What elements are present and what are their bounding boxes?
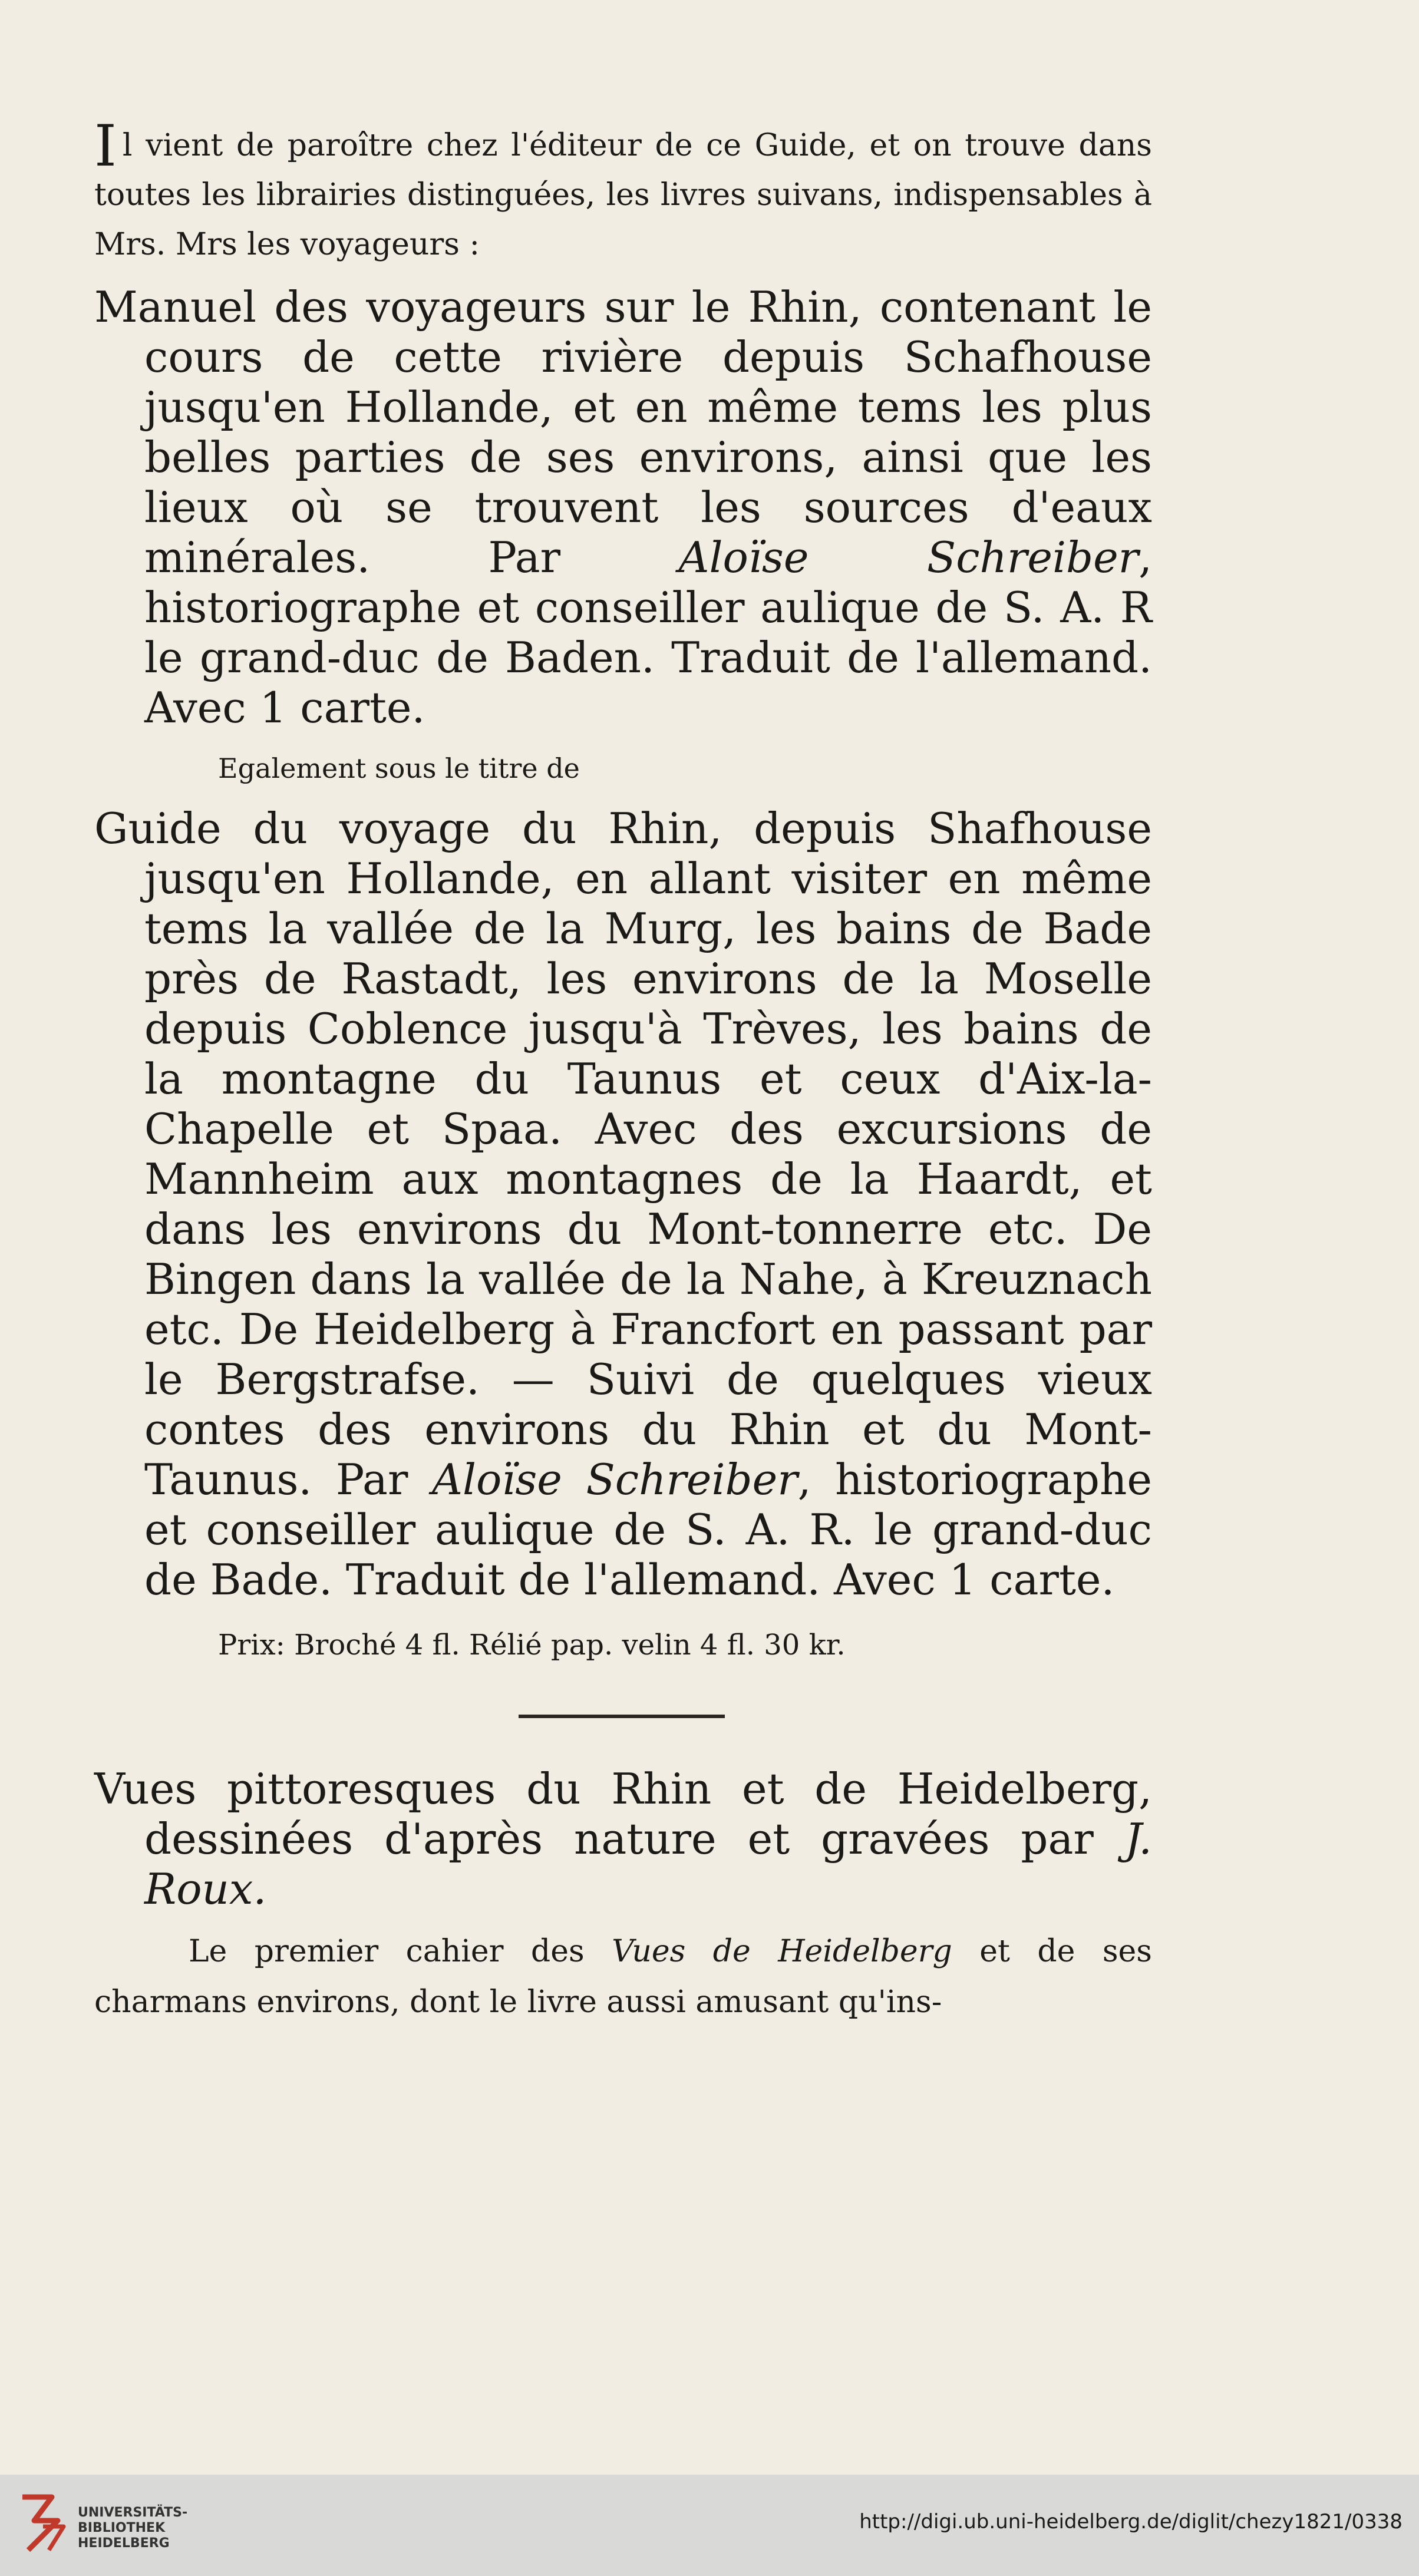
price-line: Prix: Broché 4 fl. Rélié pap. velin 4 fl. 30 kr.: [218, 1629, 846, 1662]
closing-italic-title: Vues de Heidelberg: [612, 1934, 952, 1969]
page-content: [94, 113, 1152, 2027]
intro-paragraph: [94, 113, 1152, 269]
intro-text: l vient de paroître chez l'éditeur de ce Guide, et on trouve dans toutes les librairies distinguées, les livres suivans, indispensables à Mrs. Mrs les voyageurs :: [94, 128, 1152, 262]
library-name-line3: HEIDELBERG: [78, 2536, 170, 2551]
closing-paragraph: [94, 1926, 1152, 2027]
closing-text-b: et de ses charmans environs, dont le livre aussi amusant qu'ins-: [94, 1934, 1152, 2020]
entry-vues: [94, 1764, 1152, 1914]
alt-title-note: Egalement sous le titre de: [218, 752, 580, 784]
drop-cap: I: [94, 113, 117, 179]
library-name-line2: BIBLIOTHEK: [78, 2521, 166, 2535]
section-divider: [519, 1715, 725, 1718]
entry-vues-text-a: Vues pittoresques du Rhin et de Heidelberg, dessinées d'après nature et gravées par: [94, 1764, 1152, 1864]
entry-manuel-text-b: , historiographe et conseiller aulique de S. A. R le grand-duc de Baden. Traduit de l'allemand. Avec 1 carte.: [144, 533, 1152, 732]
entry-manuel: [94, 282, 1152, 733]
entry-guide-text-b: , historiographe et conseiller aulique de S. A. R. le grand-duc de Bade. Traduit de l'allemand. Avec 1 carte.: [144, 1455, 1152, 1604]
library-name[interactable]: [78, 2505, 187, 2551]
entry-guide: [94, 804, 1152, 1605]
viewer-footer: [0, 2475, 1419, 2576]
university-library-logo-icon[interactable]: [16, 2491, 70, 2556]
closing-text-a: Le premier cahier des: [189, 1934, 612, 1969]
library-name-line1: UNIVERSITÄTS-: [78, 2505, 188, 2520]
entry-manuel-text-a: Manuel des voyageurs sur le Rhin, contenant le cours de cette rivière depuis Schafhouse jusqu'en Hollande, et en même tems les plus belles parties de ses environs, ainsi que les lieux où se trouvent les sources d'eaux minérales. Par: [94, 282, 1152, 582]
entry-guide-author: Aloïse Schreiber: [431, 1455, 798, 1504]
entry-vues-author: J. Roux.: [144, 1814, 1152, 1914]
entry-guide-text-a: Guide du voyage du Rhin, depuis Shafhouse jusqu'en Hollande, en allant visiter en même tems la vallée de la Murg, les bains de Bade près de Rastadt, les environs de la Moselle depuis Coblence jusqu'à Trèves, les bains de la montagne du Taunus et ceux d'Aix-la-Chapelle et Spaa. Avec des excursions de Mannheim aux montagnes de la Haardt, et dans les environs du Mont-tonnerre etc. De Bingen dans la vallée de la Nahe, à Kreuznach etc. De Heidelberg à Francfort en passant par le Bergstrafse. — Suivi de quelques vieux contes des environs du Rhin et du Mont-Taunus. Par: [94, 804, 1152, 1504]
page-url-link[interactable]: http://digi.ub.uni-heidelberg.de/diglit/chezy1821/0338: [859, 2510, 1402, 2534]
entry-manuel-author: Aloïse Schreiber: [678, 533, 1139, 582]
